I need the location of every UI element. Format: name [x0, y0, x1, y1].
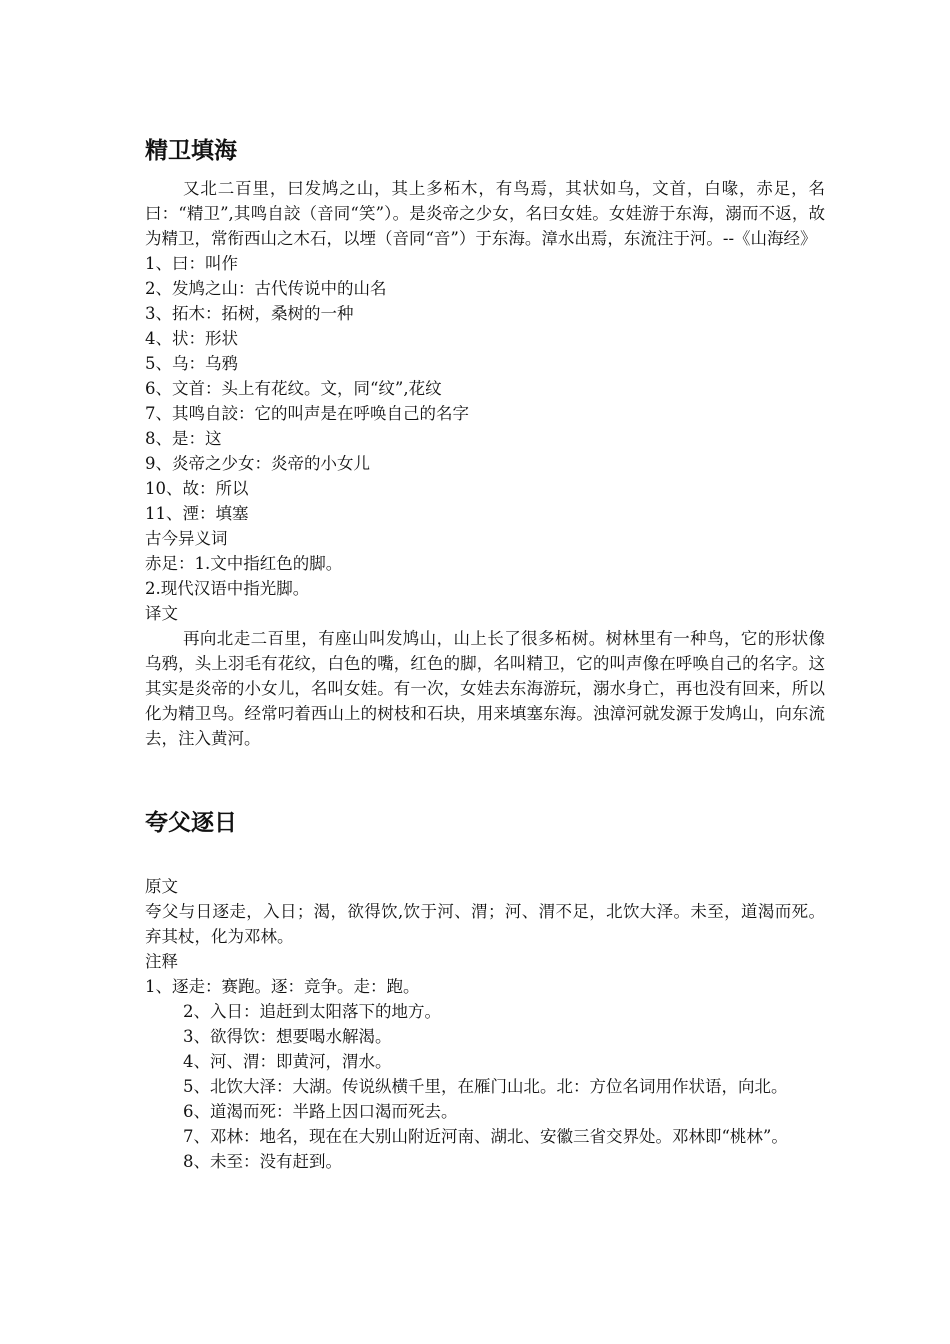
- section-kuafu-body: [145, 874, 825, 1174]
- section-title-jingwei: 精卫填海: [145, 138, 237, 164]
- note-line: 11、湮：填塞: [145, 504, 249, 523]
- note-line: 7、其鸣自詨：它的叫声是在呼唤自己的名字: [145, 404, 469, 423]
- note-line: 2、发鸠之山：古代传说中的山名: [145, 279, 387, 298]
- note-line: 1、逐走：赛跑。逐：竞争。走：跑。: [145, 977, 420, 996]
- note-line: 2.现代汉语中指光脚。: [145, 579, 310, 598]
- note-line: 8、未至：没有赶到。: [183, 1152, 342, 1171]
- note-line: 4、河、渭：即黄河，渭水。: [183, 1052, 392, 1071]
- section-jingwei-body: [145, 176, 825, 751]
- note-line: 10、故：所以: [145, 479, 249, 498]
- ancient-modern-heading: 古今异义词: [145, 529, 228, 548]
- note-line: 5、北饮大泽：大湖。传说纵横千里，在雁门山北。北：方位名词用作状语，向北。: [183, 1077, 788, 1096]
- original-text-paragraph: 又北二百里，曰发鸠之山，其上多柘木，有鸟焉，其状如乌，文首，白喙，赤足，名曰：“精卫”,其鸣自詨（音同“笑”）。是炎帝之少女，名曰女娃。女娃游于东海，溺而不返，故为精卫，常衔西山之木石，以堙（音同“音”）于东海。漳水出焉，东流注于河。--《山海经》: [145, 179, 825, 248]
- note-line: 3、拓木：拓树，桑树的一种: [145, 304, 354, 323]
- note-line: 2、入日：追赶到太阳落下的地方。: [183, 1002, 441, 1021]
- note-line: 6、文首：头上有花纹。文，同“纹”,花纹: [145, 379, 442, 398]
- original-heading: 原文: [145, 877, 178, 896]
- note-line: 赤足：1.文中指红色的脚。: [145, 554, 343, 573]
- translation-heading: 译文: [145, 604, 178, 623]
- section-title-kuafu: 夸父逐日: [145, 810, 237, 836]
- note-line: 9、炎帝之少女：炎帝的小女儿: [145, 454, 370, 473]
- note-line: 4、状：形状: [145, 329, 238, 348]
- note-line: 6、道渴而死：半路上因口渴而死去。: [183, 1102, 458, 1121]
- note-line: 8、是：这: [145, 429, 222, 448]
- note-line: 1、曰：叫作: [145, 254, 238, 273]
- original-text-paragraph: 夸父与日逐走，入日；渴，欲得饮,饮于河、渭；河、渭不足，北饮大泽。未至，道渴而死。弃其杖，化为邓林。: [145, 902, 825, 946]
- note-line: 7、邓林：地名，现在在大别山附近河南、湖北、安徽三省交界处。邓林即“桃林”。: [183, 1127, 788, 1146]
- note-line: 3、欲得饮：想要喝水解渴。: [183, 1027, 392, 1046]
- notes-heading: 注释: [145, 952, 178, 971]
- translation-paragraph: 再向北走二百里，有座山叫发鸠山，山上长了很多柘树。树林里有一种鸟，它的形状像乌鸦，头上羽毛有花纹，白色的嘴，红色的脚，名叫精卫，它的叫声像在呼唤自己的名字。这其实是炎帝的小女儿，名叫女娃。有一次，女娃去东海游玩，溺水身亡，再也没有回来，所以化为精卫鸟。经常叼着西山上的树枝和石块，用来填塞东海。浊漳河就发源于发鸠山，向东流去，注入黄河。: [145, 629, 825, 748]
- note-line: 5、乌：乌鸦: [145, 354, 238, 373]
